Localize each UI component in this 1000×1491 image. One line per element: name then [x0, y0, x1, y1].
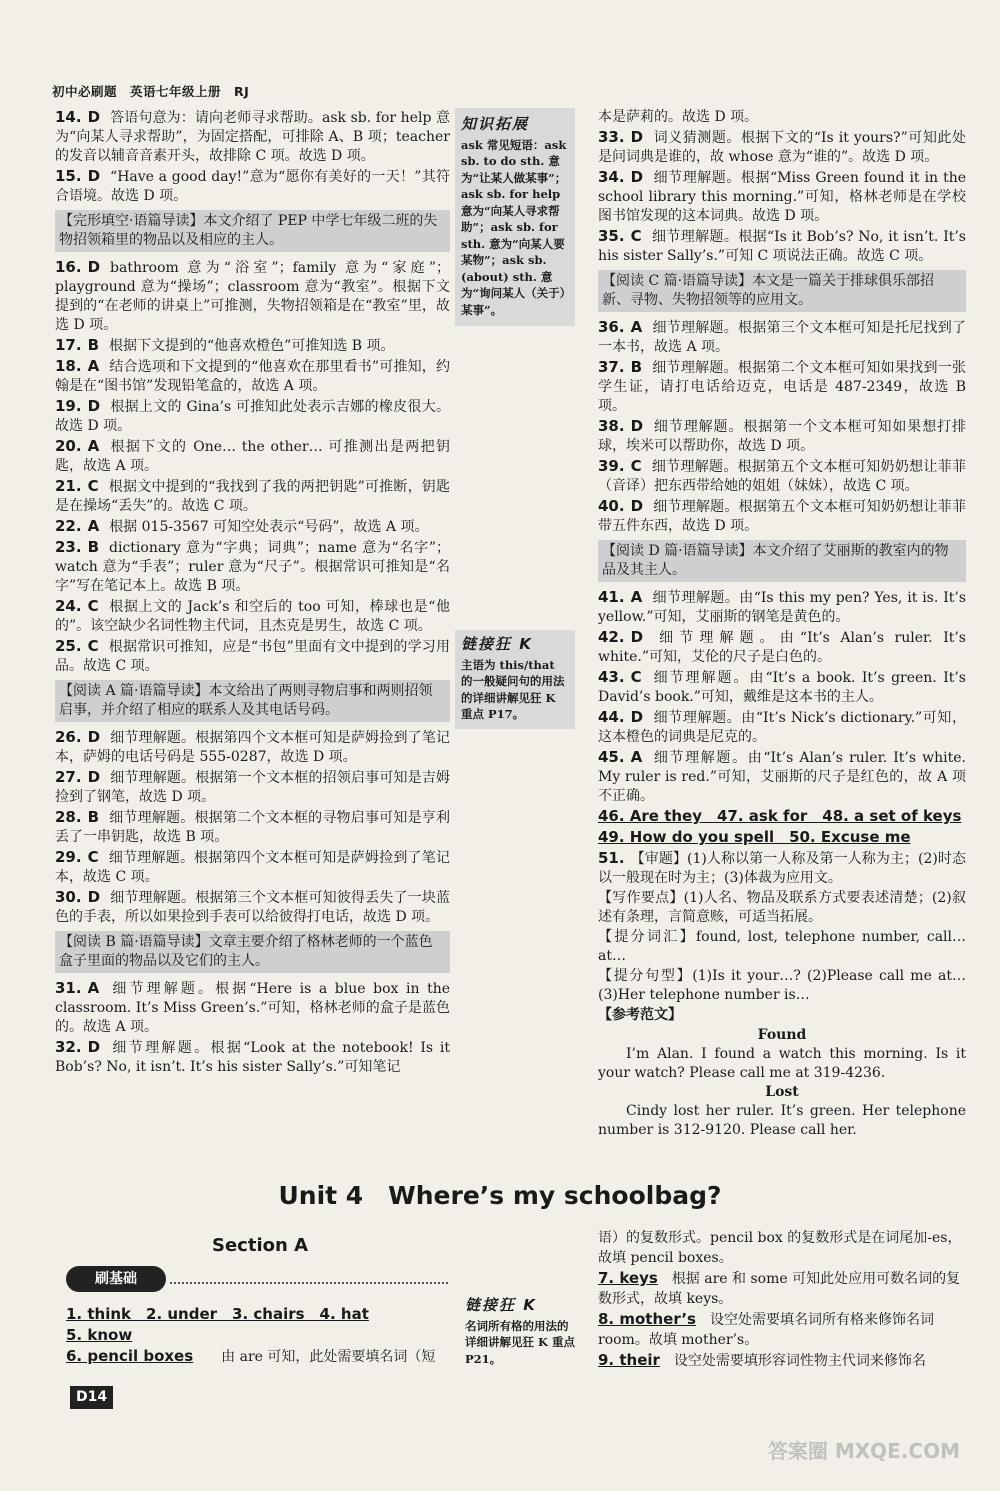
section-title: Section A [212, 1235, 308, 1256]
item-explanation: 细节理解题。根据“Is it Bob’s? No, it isn’t. It’s his sister Sally’s.”可知 C 项说法正确。故选 C 项。 [598, 229, 966, 264]
item-answer: D [87, 768, 101, 786]
answer-item [598, 588, 966, 627]
item-number: 43. [598, 668, 625, 686]
reading-guide-box: 【阅读 B 篇·语篇导读】文章主要介绍了格林老师的一个蓝色盒子里面的物品以及它们的主人。 [55, 931, 450, 973]
item-number: 39. [598, 457, 625, 475]
shen-text: 【审题】(1)人称以第一人称及第一人称为主；(2)时态以一般现在时为主；(3)体裁为应用文。 [598, 851, 966, 886]
right-answers [598, 108, 966, 806]
answer-text: 设空处需要填名词所有格来修饰名词 room。故填 mother’s。 [598, 1312, 934, 1348]
answer-item [55, 397, 450, 436]
item-explanation: 细节理解题。根据第一个文本框可知如果想打排球，埃米可以帮助你，故选 D 项。 [598, 419, 966, 454]
answer-line: 1. think 2. under 3. chairs 4. hat [66, 1305, 369, 1323]
item-explanation: 根据文中提到的“我找到了我的两把钥匙”可推断，钥匙是在操场“丢失”的。故选 C 项。 [55, 479, 450, 514]
answer-item [55, 108, 450, 166]
item-explanation: 细节理解题。根据第四个文本框可知是萨姆捡到了笔记本，故选 C 项。 [55, 850, 450, 885]
item-explanation: 根据 015-3567 可知空处表示“号码”，故选 A 项。 [109, 519, 429, 535]
page-number: D14 [70, 1386, 113, 1409]
item-answer: D [630, 628, 644, 646]
sidebar-text: 名词所有格的用法的详细讲解见狂 K 重点 P21。 [465, 1318, 576, 1366]
item-answer: A [630, 588, 643, 606]
item-number: 25. [55, 637, 82, 655]
answer-item [598, 358, 966, 416]
writing-shen [598, 849, 966, 888]
item-explanation: 细节理解题。根据第五个文本框可知奶奶想让菲菲带五件东西，故选 D 项。 [598, 499, 966, 534]
item-number: 26. [55, 728, 82, 746]
item-number: 51. [598, 849, 625, 867]
item-number: 15. [55, 167, 82, 185]
item-answer: D [630, 497, 644, 515]
item-answer: D [87, 258, 101, 276]
item-answer: D [630, 708, 644, 726]
jichu-badge: 刷基础 [66, 1266, 166, 1292]
item-answer: B [87, 808, 100, 826]
item-explanation: 细节理解题。根据第一个文本框的招领启事可知是吉姆捡到了钢笔，故选 D 项。 [55, 770, 450, 805]
item-number: 42. [598, 628, 625, 646]
answer-item [55, 167, 450, 206]
watermark: 答案圈 MXQE.COM [767, 1439, 960, 1463]
sidebar-title: 知识拓展 [461, 115, 530, 133]
reading-guide-box: 【阅读 C 篇·语篇导读】本文是一篇关于排球俱乐部招新、寻物、失物招领等的应用文。 [598, 270, 966, 312]
answer-text: 由 are 可知，此处需要填名词（短 [221, 1349, 436, 1365]
answer-key: 7. keys [598, 1269, 658, 1287]
item-answer: A [630, 748, 643, 766]
reading-guide-box: 【阅读 D 篇·语篇导读】本文介绍了艾丽斯的教室内的物品及其主人。 [598, 540, 966, 582]
item-explanation: 词义猜测题。根据下文的“Is it yours?”可知此处是问词典是谁的，故 whose 意为“谁的”。故选 D 项。 [598, 130, 966, 165]
essay-title-lost: Lost [765, 1084, 799, 1100]
item-number: 21. [55, 477, 82, 495]
answer-line: 5. know [66, 1326, 133, 1344]
item-answer: D [87, 167, 101, 185]
item-answer: A [87, 979, 100, 997]
item-answer: D [630, 417, 644, 435]
item-answer: A [87, 517, 100, 535]
item-answer: C [87, 597, 99, 615]
writing-ci: 【提分词汇】found, lost, telephone number, call… at… [598, 929, 966, 964]
item-answer: C [630, 668, 642, 686]
answer-key: 8. mother’s [598, 1310, 696, 1328]
item-answer: A [630, 318, 643, 336]
item-explanation: 细节理解题。根据“Miss Green found it in the school library this morning.”可知，格林老师是在学校图书馆发现的这本词典。故选 D 项。 [598, 170, 966, 224]
item-explanation: 结合选项和下文提到的“他喜欢在那里看书”可推知，约翰是在“图书馆”发现铅笔盒的，故选 A 项。 [55, 359, 450, 394]
answer-item [598, 708, 966, 747]
answer-item [598, 748, 966, 806]
item-answer: D [87, 888, 101, 906]
item-explanation: 根据上文的 Gina’s 可推知此处表示吉娜的橡皮很大。故选 D 项。 [55, 399, 450, 434]
item-number: 44. [598, 708, 625, 726]
writing-fan: 【参考范文】 [598, 1007, 682, 1023]
answer-item [598, 227, 966, 266]
item-answer: D [630, 168, 644, 186]
answer-item [55, 357, 450, 396]
item-explanation: 细节理解题。根据“Here is a blue box in the classroom. It’s Miss Green’s.”可知，格林老师的盒子是蓝色的。故选 A 项。 [55, 981, 450, 1035]
answer-item [55, 477, 450, 516]
item-explanation: 细节理解题。根据第四个文本框可知是萨姆捡到了笔记本，萨姆的电话号码是 555-0287，故选 D 项。 [55, 730, 450, 765]
item-number: 38. [598, 417, 625, 435]
item-explanation: 细节理解题。根据第三个文本框可知彼得丢失了一块蓝色的手表，所以如果捡到手表可以给彼得打电话，故选 D 项。 [55, 890, 450, 925]
fill-answers-1 [598, 807, 966, 827]
item-number: 23. [55, 538, 82, 556]
answer-item [55, 538, 450, 596]
item-explanation: 根据下文的 One… the other… 可推测出是两把钥匙，故选 A 项。 [55, 439, 450, 474]
item-number: 36. [598, 318, 625, 336]
item-answer: C [87, 637, 99, 655]
item-explanation: 本是萨莉的。故选 D 项。 [598, 109, 759, 125]
item-number: 33. [598, 128, 625, 146]
item-explanation: 细节理解题。由“It’s a book. It’s green. It’s David’s book.”可知，戴维是这本书的主人。 [598, 670, 966, 705]
answer-item [55, 336, 450, 356]
item-explanation: dictionary 意为“字典；词典”；name 意为“名字”；watch 意为“手表”；ruler 意为“尺子”。根据常识可推知是“名字”写在笔记本上。故选 B 项。 [55, 540, 450, 594]
item-number: 41. [598, 588, 625, 606]
item-number: 22. [55, 517, 82, 535]
item-explanation: 细节理解题。根据第五个文本框可知奶奶想让菲菲（音译）把东西带给她的姐姐（妹妹），故选 C 项。 [598, 459, 966, 494]
item-explanation: 细节理解题。由“Is this my pen? Yes, it is. It’s yellow.”可知，艾丽斯的钢笔是黄色的。 [598, 590, 966, 625]
bottom-right [598, 1228, 966, 1371]
answer-item [55, 728, 450, 767]
answer-key: 9. their [598, 1351, 660, 1369]
answer-item [55, 808, 450, 847]
item-explanation: 根据上文的 Jack’s 和空后的 too 可知，棒球也是“他的”。该空缺少名词性物主代词，且杰克是男生，故选 C 项。 [55, 599, 450, 634]
answer-item [598, 497, 966, 536]
item-answer: A [87, 437, 100, 455]
item-number: 37. [598, 358, 625, 376]
item-answer: D [87, 1038, 101, 1056]
answer-item [55, 848, 450, 887]
item-number: 45. [598, 748, 625, 766]
item-answer: C [630, 227, 642, 245]
item-explanation: 答语句意为：请向老师寻求帮助。ask sb. for help 意为“向某人寻求帮助”，为固定搭配，可排除 A、B 项；teacher 的发音以辅音音素开头，故排除 C 项。故选 D 项。 [55, 110, 450, 164]
answer-item [55, 1038, 450, 1077]
reading-guide-box: 【完形填空·语篇导读】本文介绍了 PEP 中学七年级二班的失物招领箱里的物品以及相应的主人。 [55, 210, 450, 252]
answer-item [55, 258, 450, 335]
item-answer: C [630, 457, 642, 475]
item-answer: D [630, 128, 644, 146]
item-answer: D [87, 108, 101, 126]
item-answer: A [87, 357, 100, 375]
knowledge-sidebar [455, 108, 575, 326]
item-explanation: 细节理解题。根据第三个文本框可知是托尼找到了一本书，故选 A 项。 [598, 320, 966, 355]
item-number: 20. [55, 437, 82, 455]
answer-item [598, 318, 966, 357]
item-explanation: 细节理解题。由“It’s Nick’s dictionary.”可知，这本橙色的词典是尼克的。 [598, 710, 966, 745]
essay-lost: Cindy lost her ruler. It’s green. Her telephone number is 312-9120. Please call her. [598, 1103, 966, 1138]
link-sidebar-2 [465, 1297, 575, 1367]
writing-ju: 【提分句型】(1)Is it your…? (2)Please call me at…(3)Her telephone number is… [598, 968, 966, 1003]
item-answer: D [87, 728, 101, 746]
unit-title: Unit 4 Where’s my schoolbag? [278, 1181, 722, 1210]
fill-line-1: 46. Are they 47. ask for 48. a set of keys [598, 807, 962, 825]
answer-item [598, 108, 966, 127]
bottom-left [66, 1304, 461, 1367]
item-number: 29. [55, 848, 82, 866]
item-number: 31. [55, 979, 82, 997]
answer-item [598, 628, 966, 667]
essay-title-found: Found [757, 1027, 807, 1043]
item-explanation: 根据常识可推知，应是“书包”里面有文中提到的学习用品。故选 C 项。 [55, 639, 450, 674]
item-number: 32. [55, 1038, 82, 1056]
item-explanation: 根据下文提到的“他喜欢橙色”可推知选 B 项。 [109, 338, 395, 354]
item-number: 27. [55, 768, 82, 786]
item-number: 34. [598, 168, 625, 186]
item-explanation: bathroom 意为“浴室”；family 意为“家庭”；playground 意为“操场”；classroom 意为“教室”。根据下文提到的“在老师的讲桌上”可推测，失物招领箱是在“教室”里，故选 D 项。 [55, 260, 450, 333]
answer-item [55, 437, 450, 476]
answer-item [55, 597, 450, 636]
item-number: 18. [55, 357, 82, 375]
sidebar-text: ask 常见短语：ask sb. to do sth. 意为“让某人做某事”；ask sb. for help 意为“向某人寻求帮助”；ask sb. for sth. 意为“向某人要某物”；ask sb. (about) sth. 意为“询问某人（关于）某事”。 [461, 137, 567, 317]
item-answer: C [87, 848, 99, 866]
item-answer: B [87, 538, 100, 556]
answer-item [55, 979, 450, 1037]
item-answer: C [87, 477, 99, 495]
answer-item [55, 637, 450, 676]
answer-item [55, 888, 450, 927]
item-answer: B [87, 336, 100, 354]
item-number: 16. [55, 258, 82, 276]
item-explanation: 细节理解题。根据第二个文本框可知如果找到一张学生证，请打电话给迈克，电话是 487-2349，故选 B 项。 [598, 360, 966, 414]
item-number: 35. [598, 227, 625, 245]
link-sidebar [455, 630, 575, 729]
essay-found: I’m Alan. I found a watch this morning. Is it your watch? Please call me at 319-4236. [598, 1046, 966, 1081]
answer-item [598, 168, 966, 226]
sidebar-text: 主语为 this/that 的一般疑问句的用法的详细讲解见狂 K 重点 P17。 [461, 657, 565, 721]
item-number: 30. [55, 888, 82, 906]
fill-answers-2 [598, 828, 966, 848]
item-answer: B [630, 358, 643, 376]
sidebar-title: 链接狂 K [461, 635, 533, 653]
reading-guide-box: 【阅读 A 篇·语篇导读】本文给出了两则寻物启事和两则招领启事，并介绍了相应的联系人及其电话号码。 [55, 680, 450, 722]
item-number: 24. [55, 597, 82, 615]
item-explanation: 细节理解题。根据第二个文本框的寻物启事可知是亨利丢了一串钥匙，故选 B 项。 [55, 810, 450, 845]
item-explanation: 细节理解题。由“It’s Alan’s ruler. It’s white.”可知，艾伦的尺子是白色的。 [598, 630, 966, 665]
item-explanation: “Have a good day!”意为“愿你有美好的一天！”其符合语境。故选 D 项。 [55, 169, 450, 204]
answer-item [55, 768, 450, 807]
item-number: 14. [55, 108, 82, 126]
answer-key: 6. pencil boxes [66, 1347, 194, 1365]
item-explanation: 细节理解题。根据“Look at the notebook! Is it Bob’s? No, it isn’t. It’s his sister Sally’s.”可知笔记 [55, 1040, 450, 1075]
dotted-divider [170, 1282, 448, 1284]
answer-item [598, 457, 966, 496]
item-answer: D [87, 397, 101, 415]
left-column [55, 108, 450, 1078]
item-number: 17. [55, 336, 82, 354]
answer-text: 设空处需要填形容词性物主代词来修饰名 [673, 1353, 926, 1369]
answer-item [598, 668, 966, 707]
fill-line-2: 49. How do you spell 50. Excuse me [598, 828, 911, 846]
writing-yao: 【写作要点】(1)人名、物品及联系方式要表述清楚；(2)叙述有条理，言简意赅，可适当拓展。 [598, 890, 966, 925]
item-explanation: 细节理解题。由“It’s Alan’s ruler. It’s white. My ruler is red.”可知，艾丽斯的尺子是红色的，故 A 项不正确。 [598, 750, 966, 804]
item-number: 28. [55, 808, 82, 826]
answer-text: 根据 are 和 some 可知此处应用可数名词的复数形式，故填 keys。 [598, 1271, 961, 1307]
item-number: 40. [598, 497, 625, 515]
right-column [598, 108, 966, 1140]
answer-text: 语）的复数形式。pencil box 的复数形式是在词尾加-es，故填 pencil boxes。 [598, 1230, 962, 1266]
page-header: 初中必刷题 英语七年级上册 RJ [52, 84, 250, 99]
answer-item [598, 128, 966, 167]
answer-item [598, 417, 966, 456]
item-number: 19. [55, 397, 82, 415]
answer-item [55, 517, 450, 537]
sidebar-title: 链接狂 K [465, 1296, 537, 1314]
